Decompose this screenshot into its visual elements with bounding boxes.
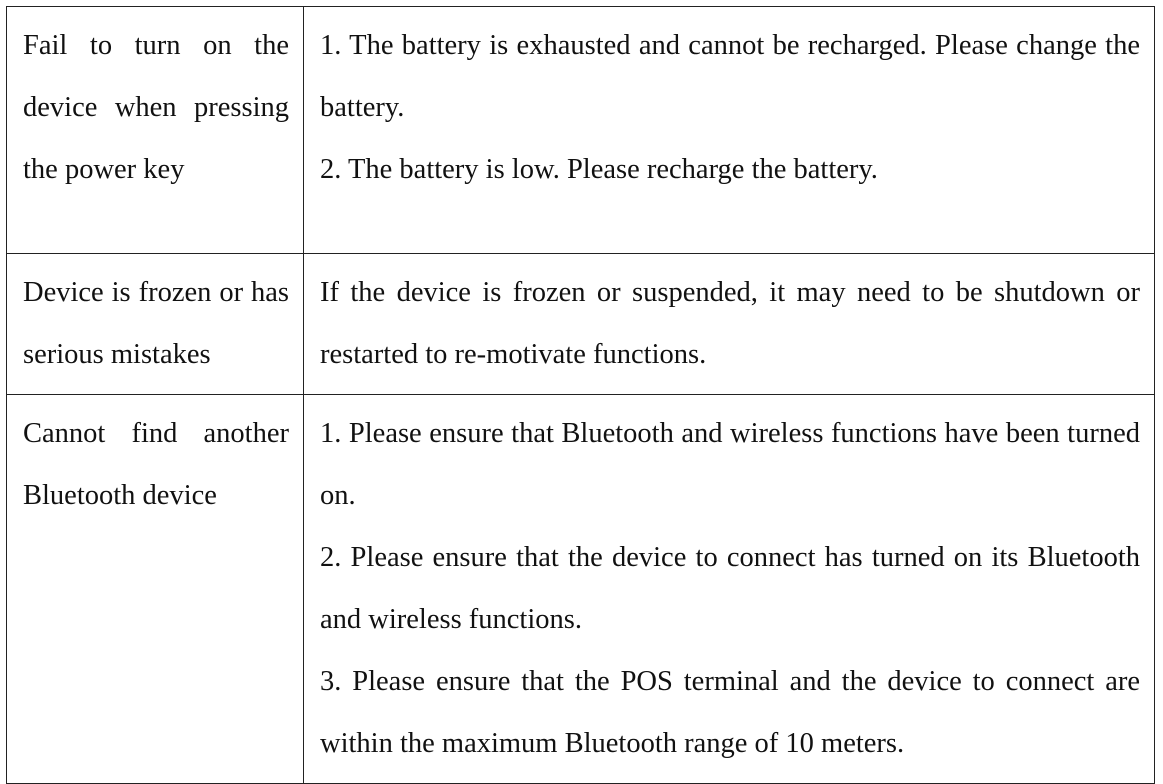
solution-text: If the device is frozen or suspended, it may need to be shutdown or restarted to re-motivate functions. [320, 277, 1140, 370]
solution-cell [304, 395, 1155, 784]
table-row [7, 395, 1155, 784]
solution-text: 2. Please ensure that the device to connect has turned on its Bluetooth and wireless functions. [320, 542, 1140, 635]
problem-cell [7, 7, 304, 254]
problem-cell [7, 395, 304, 784]
table-row [7, 7, 1155, 254]
solution-cell [304, 254, 1155, 395]
solution-text: 1. Please ensure that Bluetooth and wireless functions have been turned on. [320, 418, 1140, 511]
problem-text: Cannot find another Bluetooth device [23, 418, 289, 511]
problem-text: Device is frozen or has serious mistakes [23, 277, 289, 370]
problem-cell [7, 254, 304, 395]
solution-text: 3. Please ensure that the POS terminal and the device to connect are within the maximum Bluetooth range of 10 meters. [320, 666, 1140, 759]
solution-text: 1. The battery is exhausted and cannot be recharged. Please change the battery. [320, 30, 1140, 123]
solution-text: 2. The battery is low. Please recharge the battery. [320, 154, 878, 185]
table-row [7, 254, 1155, 395]
troubleshooting-table [6, 6, 1155, 784]
problem-text: Fail to turn on the device when pressing the power key [23, 30, 289, 185]
solution-cell [304, 7, 1155, 254]
